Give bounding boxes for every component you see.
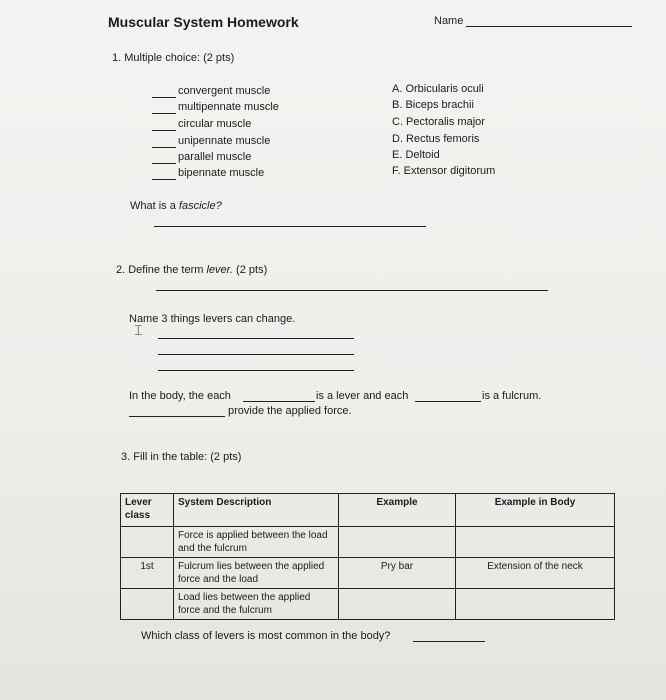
lever-table xyxy=(120,493,615,620)
example-in-body-cell: Extension of the neck xyxy=(456,558,615,589)
example-in-body-cell[interactable] xyxy=(456,589,615,620)
q1-choice: D. Rectus femoris xyxy=(392,133,480,145)
header-system-description: System Description xyxy=(174,494,339,527)
table-row xyxy=(121,527,615,558)
q1-item: bipennate muscle xyxy=(178,167,265,179)
text-cursor-icon: ⌶ xyxy=(134,322,143,338)
lever-change-blank[interactable] xyxy=(158,370,354,371)
q1-choice: E. Deltoid xyxy=(392,149,440,161)
fascicle-term: fascicle? xyxy=(178,200,222,212)
fascicle-prefix: What is a xyxy=(130,200,179,212)
q1-answer-blank[interactable] xyxy=(152,179,176,180)
q1-answer-blank[interactable] xyxy=(152,113,176,114)
q1-item: unipennate muscle xyxy=(178,135,271,147)
example-in-body-cell[interactable] xyxy=(456,527,615,558)
body-sentence-c: is a fulcrum. xyxy=(482,390,542,402)
system-description-cell: Load lies between the applied force and the fulcrum xyxy=(174,589,339,620)
name-blank[interactable] xyxy=(466,26,632,27)
q1-choice: A. Orbicularis oculi xyxy=(392,83,484,95)
q1-answer-blank[interactable] xyxy=(152,97,176,98)
body-sentence-d: provide the applied force. xyxy=(228,405,352,417)
q1-choice: F. Extensor digitorum xyxy=(392,165,496,177)
fascicle-question xyxy=(130,200,222,212)
q2-heading-term: lever. xyxy=(206,264,233,276)
table-row xyxy=(121,558,615,589)
q1-heading: 1. Multiple choice: (2 pts) xyxy=(112,52,235,64)
header-example: Example xyxy=(339,494,456,527)
q1-choice: B. Biceps brachii xyxy=(392,99,474,111)
fascicle-answer-blank[interactable] xyxy=(154,226,426,227)
example-cell: Pry bar xyxy=(339,558,456,589)
name-label: Name xyxy=(434,15,464,27)
q1-item: convergent muscle xyxy=(178,85,271,97)
q1-item: parallel muscle xyxy=(178,151,252,163)
table-row xyxy=(121,589,615,620)
system-description-cell: Fulcrum lies between the applied force and the load xyxy=(174,558,339,589)
common-lever-blank[interactable] xyxy=(413,641,485,642)
table-header-row xyxy=(121,494,615,527)
q2-heading xyxy=(116,264,267,276)
lever-change-blank[interactable] xyxy=(158,338,354,339)
lever-change-blank[interactable] xyxy=(158,354,354,355)
q2-heading-pts: (2 pts) xyxy=(233,264,268,276)
q3-heading: 3. Fill in the table: (2 pts) xyxy=(121,451,242,463)
lever-class-cell: 1st xyxy=(121,558,174,589)
example-cell[interactable] xyxy=(339,527,456,558)
body-sentence-a: In the body, the each xyxy=(129,390,231,402)
lever-class-cell[interactable] xyxy=(121,589,174,620)
lever-definition-blank[interactable] xyxy=(156,290,548,291)
force-part-blank[interactable] xyxy=(129,416,225,417)
page-title: Muscular System Homework xyxy=(108,14,299,30)
q2-heading-prefix: 2. Define the term xyxy=(116,264,207,276)
body-sentence-b: is a lever and each xyxy=(316,390,409,402)
example-cell[interactable] xyxy=(339,589,456,620)
system-description-cell: Force is applied between the load and the fulcrum xyxy=(174,527,339,558)
q1-answer-blank[interactable] xyxy=(152,163,176,164)
lever-part-blank[interactable] xyxy=(243,401,315,402)
name-three-prompt: Name 3 things levers can change. xyxy=(129,313,296,325)
q1-answer-blank[interactable] xyxy=(152,130,176,131)
lever-class-cell[interactable] xyxy=(121,527,174,558)
header-example-in-body: Example in Body xyxy=(456,494,615,527)
common-lever-question: Which class of levers is most common in the body? xyxy=(141,630,391,642)
header-lever-class: Lever class xyxy=(121,494,174,527)
q1-answer-blank[interactable] xyxy=(152,147,176,148)
q1-item: multipennate muscle xyxy=(178,101,279,113)
q1-choice: C. Pectoralis major xyxy=(392,116,485,128)
q1-item: circular muscle xyxy=(178,118,252,130)
fulcrum-part-blank[interactable] xyxy=(415,401,481,402)
